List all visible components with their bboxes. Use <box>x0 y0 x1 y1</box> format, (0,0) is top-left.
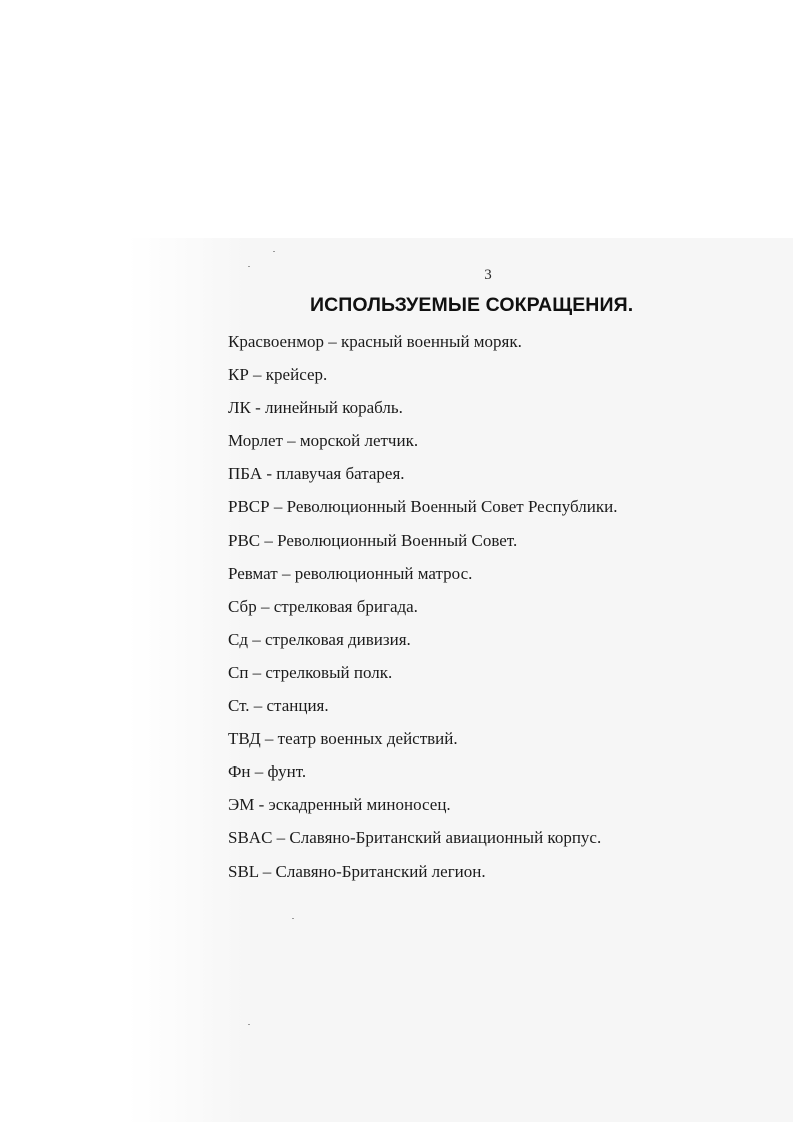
scan-speck <box>292 918 294 919</box>
abbreviation-item: Сбр – стрелковая бригада. <box>228 596 418 616</box>
scan-speck <box>248 1024 250 1025</box>
page-number: 3 <box>484 267 492 283</box>
abbreviation-item: Ревмат – революционный матрос. <box>228 563 473 583</box>
abbreviation-item: SBAC – Славяно-Британский авиационный корпус. <box>228 828 602 848</box>
abbreviation-item: Морлет – морской летчик. <box>228 431 419 451</box>
abbreviation-list <box>228 331 617 894</box>
abbreviation-item: Сп – стрелковый полк. <box>228 662 393 682</box>
abbreviation-item: Ст. – станция. <box>228 696 329 716</box>
scan-speck <box>273 251 275 252</box>
abbreviation-item: ТВД – театр военных действий. <box>228 729 458 749</box>
page-title: ИСПОЛЬЗУЕМЫЕ СОКРАЩЕНИЯ. <box>310 294 634 316</box>
abbreviation-item: ЭМ - эскадренный миноносец. <box>228 795 451 815</box>
abbreviation-item: Сд – стрелковая дивизия. <box>228 629 411 649</box>
abbreviation-item: ПБА - плавучая батарея. <box>228 464 405 484</box>
abbreviation-item: РВС – Революционный Военный Совет. <box>228 530 518 550</box>
abbreviation-item: ЛК - линейный корабль. <box>228 398 403 418</box>
abbreviation-item: РВСР – Революционный Военный Совет Республики. <box>228 497 618 517</box>
scan-speck <box>248 266 250 267</box>
abbreviation-item: Фн – фунт. <box>228 762 307 782</box>
abbreviation-item: SBL – Славяно-Британский легион. <box>228 861 486 881</box>
abbreviation-item: Красвоенмор – красный военный моряк. <box>228 332 522 351</box>
abbreviation-item: КР – крейсер. <box>228 365 328 385</box>
